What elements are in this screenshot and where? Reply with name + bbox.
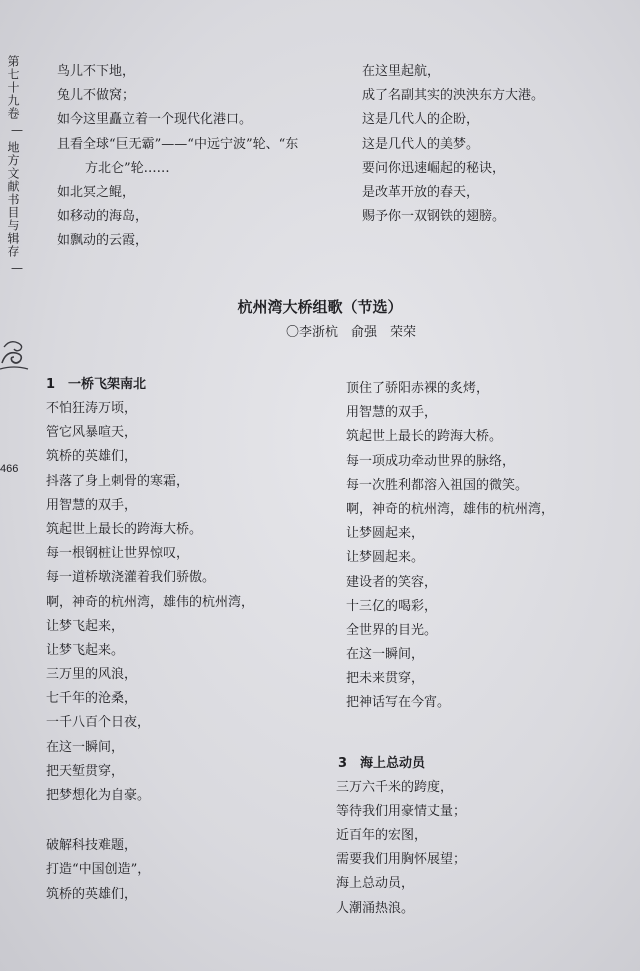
text-line: 每一次胜利都溶入祖国的微笑。 bbox=[346, 477, 529, 493]
text-line: 成了名副其实的泱泱东方大港。 bbox=[362, 88, 545, 104]
text-line: 且看全球“巨无霸”——“中远宁波”轮、“东 bbox=[57, 136, 299, 152]
text-line: 如今这里矗立着一个现代化港口。 bbox=[57, 112, 253, 128]
text-line: 赐予你一双钢铁的翅膀。 bbox=[362, 209, 506, 225]
text-line: 不怕狂涛万顷， bbox=[46, 401, 138, 416]
text-line: 每一根钢桩让世界惊叹， bbox=[46, 546, 190, 562]
text-line: 鸟儿不下地， bbox=[57, 64, 136, 79]
text-line: 需要我们用胸怀展望； bbox=[336, 852, 467, 868]
section-3-heading: 3 海上总动员 bbox=[338, 755, 426, 771]
text-line: 顶住了骄阳赤裸的炙烤， bbox=[346, 381, 490, 396]
text-line: 让梦圆起来。 bbox=[346, 550, 425, 566]
text-line: 这是几代人的企盼， bbox=[362, 112, 480, 128]
text-line: 每一项成功牵动世界的脉络， bbox=[346, 453, 516, 469]
top-left-column bbox=[57, 60, 298, 254]
text-line: 在这一瞬间， bbox=[46, 739, 125, 755]
text-line: 等待我们用豪情丈量； bbox=[336, 803, 467, 819]
text-line: 啊，神奇的杭州湾，雄伟的杭州湾， bbox=[46, 594, 255, 610]
stanza-gap bbox=[46, 808, 254, 834]
text-line: 用智慧的双手， bbox=[46, 497, 138, 513]
text-line: 破解科技难题， bbox=[46, 838, 138, 854]
right-column bbox=[336, 377, 555, 921]
section-gap bbox=[346, 716, 554, 752]
text-line: 在这一瞬间， bbox=[346, 647, 425, 663]
text-line: 啊，神奇的杭州湾，雄伟的杭州湾， bbox=[346, 501, 555, 517]
page-number: 466 bbox=[0, 463, 19, 475]
text-line: 近百年的宏图， bbox=[336, 828, 428, 843]
text-line: 在这里起航， bbox=[362, 64, 441, 79]
text-line: 十三亿的喝彩， bbox=[346, 598, 438, 614]
text-line: 要问你迅速崛起的秘诀， bbox=[362, 160, 506, 176]
text-line: 每一道桥墩浇灌着我们骄傲。 bbox=[46, 570, 216, 586]
text-line: 让梦飞起来， bbox=[46, 618, 125, 634]
side-dash-1: — bbox=[11, 123, 23, 137]
text-line: 人潮涌热浪。 bbox=[336, 900, 415, 916]
text-line: 全世界的目光。 bbox=[346, 622, 438, 638]
text-line: 七千年的沧桑， bbox=[46, 691, 138, 707]
section-1-column bbox=[46, 373, 254, 907]
text-line: 这是几代人的美梦。 bbox=[362, 136, 480, 152]
section-1-heading: 1 一桥飞架南北 bbox=[46, 377, 147, 392]
text-line: 把神话写在今宵。 bbox=[346, 695, 451, 711]
text-line: 把天堑贯穿， bbox=[46, 763, 125, 779]
text-line: 是改革开放的春天， bbox=[362, 184, 480, 200]
text-line: 如北冥之鲲， bbox=[57, 184, 136, 200]
top-right-column bbox=[362, 60, 544, 229]
text-line: 三万六千米的跨度， bbox=[336, 779, 454, 795]
poem-title: 杭州湾大桥组歌（节选） bbox=[237, 298, 403, 316]
text-line: 筑桥的英雄们， bbox=[46, 449, 138, 465]
section-3-lines bbox=[336, 776, 554, 921]
text-line: 筑起世上最长的跨海大桥。 bbox=[346, 429, 503, 445]
text-line: 如飘动的云霞， bbox=[57, 233, 149, 249]
text-line: 兔儿不做窝； bbox=[57, 88, 136, 104]
text-line: 建设者的笑容， bbox=[346, 574, 438, 590]
text-line: 用智慧的双手， bbox=[346, 405, 438, 421]
text-line: 让梦圆起来， bbox=[346, 526, 425, 542]
text-line: 一千八百个日夜， bbox=[46, 715, 151, 731]
text-line: 如移动的海岛， bbox=[57, 209, 149, 225]
text-line: 抖落了身上刺骨的寒霜， bbox=[46, 473, 190, 489]
side-dash-2: — bbox=[11, 261, 23, 275]
text-line: 管它风暴喧天， bbox=[46, 425, 138, 441]
text-line: 方北仑”轮…… bbox=[85, 160, 170, 176]
text-line: 筑桥的英雄们， bbox=[46, 886, 138, 902]
side-volume: 第七十九卷 bbox=[6, 55, 20, 120]
text-line: 打造“中国创造”， bbox=[46, 862, 151, 878]
text-line: 把未来贯穿， bbox=[346, 671, 425, 687]
text-line: 让梦飞起来。 bbox=[46, 642, 125, 658]
text-line: 三万里的风浪， bbox=[46, 667, 138, 683]
side-section-title: 地方文献书目与辑存 bbox=[6, 141, 20, 258]
text-line: 筑起世上最长的跨海大桥。 bbox=[46, 521, 203, 537]
cloud-ornament-icon bbox=[0, 333, 30, 371]
poem-authors: 〇李浙杭 俞强 荣荣 bbox=[286, 325, 417, 340]
text-line: 把梦想化为自豪。 bbox=[46, 788, 151, 803]
text-line: 海上总动员， bbox=[336, 876, 415, 892]
side-running-header bbox=[6, 55, 28, 275]
